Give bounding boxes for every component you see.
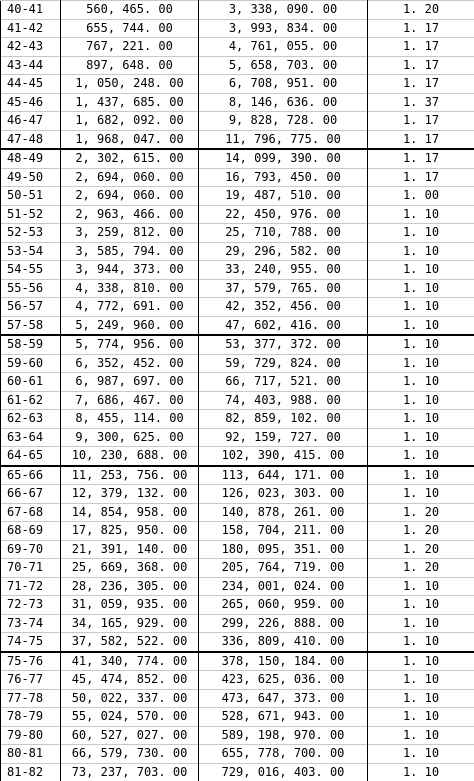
level-range-cell: 56-57 bbox=[1, 298, 61, 317]
level-value-cell: 5, 249, 960. 00 bbox=[61, 316, 199, 335]
ratio-cell: 1. 10 bbox=[368, 614, 474, 633]
table-row bbox=[1, 130, 474, 149]
level-value-cell: 1, 682, 092. 00 bbox=[61, 112, 199, 131]
cumulative-value-cell: 53, 377, 372. 00 bbox=[199, 335, 368, 354]
cumulative-value-cell: 113, 644, 171. 00 bbox=[199, 466, 368, 485]
level-value-cell: 2, 694, 060. 00 bbox=[61, 187, 199, 206]
table-row bbox=[1, 205, 474, 224]
level-value-cell: 560, 465. 00 bbox=[61, 1, 199, 20]
cumulative-value-cell: 205, 764, 719. 00 bbox=[199, 559, 368, 578]
table-row bbox=[1, 745, 474, 764]
level-value-cell: 6, 352, 452. 00 bbox=[61, 354, 199, 373]
level-range-cell: 44-45 bbox=[1, 75, 61, 94]
table-row bbox=[1, 689, 474, 708]
cumulative-value-cell: 102, 390, 415. 00 bbox=[199, 447, 368, 466]
ratio-cell: 1. 10 bbox=[368, 671, 474, 690]
level-value-cell: 9, 300, 625. 00 bbox=[61, 428, 199, 447]
table-row bbox=[1, 485, 474, 504]
level-value-cell: 767, 221. 00 bbox=[61, 38, 199, 57]
table-row bbox=[1, 279, 474, 298]
level-range-cell: 77-78 bbox=[1, 689, 61, 708]
table-row bbox=[1, 596, 474, 615]
cumulative-value-cell: 180, 095, 351. 00 bbox=[199, 540, 368, 559]
ratio-cell: 1. 20 bbox=[368, 503, 474, 522]
cumulative-value-cell: 16, 793, 450. 00 bbox=[199, 168, 368, 187]
cumulative-value-cell: 74, 403, 988. 00 bbox=[199, 391, 368, 410]
level-range-cell: 41-42 bbox=[1, 19, 61, 38]
ratio-cell: 1. 10 bbox=[368, 577, 474, 596]
level-range-cell: 71-72 bbox=[1, 577, 61, 596]
ratio-cell: 1. 17 bbox=[368, 168, 474, 187]
level-range-cell: 67-68 bbox=[1, 503, 61, 522]
table-row bbox=[1, 577, 474, 596]
level-value-cell: 41, 340, 774. 00 bbox=[61, 652, 199, 671]
level-range-cell: 40-41 bbox=[1, 1, 61, 20]
ratio-cell: 1. 10 bbox=[368, 689, 474, 708]
cumulative-value-cell: 25, 710, 788. 00 bbox=[199, 224, 368, 243]
cumulative-value-cell: 29, 296, 582. 00 bbox=[199, 242, 368, 261]
level-range-cell: 58-59 bbox=[1, 335, 61, 354]
cumulative-value-cell: 126, 023, 303. 00 bbox=[199, 485, 368, 504]
cumulative-value-cell: 299, 226, 888. 00 bbox=[199, 614, 368, 633]
ratio-cell: 1. 10 bbox=[368, 205, 474, 224]
level-value-cell: 17, 825, 950. 00 bbox=[61, 522, 199, 541]
ratio-cell: 1. 10 bbox=[368, 633, 474, 652]
ratio-cell: 1. 10 bbox=[368, 335, 474, 354]
level-range-cell: 70-71 bbox=[1, 559, 61, 578]
table-row bbox=[1, 540, 474, 559]
table-row bbox=[1, 522, 474, 541]
table-row bbox=[1, 373, 474, 392]
ratio-cell: 1. 10 bbox=[368, 410, 474, 429]
ratio-cell: 1. 10 bbox=[368, 261, 474, 280]
cumulative-value-cell: 47, 602, 416. 00 bbox=[199, 316, 368, 335]
cumulative-value-cell: 9, 828, 728. 00 bbox=[199, 112, 368, 131]
cumulative-value-cell: 14, 099, 390. 00 bbox=[199, 149, 368, 168]
level-range-cell: 63-64 bbox=[1, 428, 61, 447]
cumulative-value-cell: 8, 146, 636. 00 bbox=[199, 93, 368, 112]
level-range-cell: 48-49 bbox=[1, 149, 61, 168]
ratio-cell: 1. 17 bbox=[368, 112, 474, 131]
table-row bbox=[1, 410, 474, 429]
level-range-cell: 79-80 bbox=[1, 726, 61, 745]
ratio-cell: 1. 10 bbox=[368, 596, 474, 615]
level-range-cell: 73-74 bbox=[1, 614, 61, 633]
table-row bbox=[1, 1, 474, 20]
level-value-cell: 655, 744. 00 bbox=[61, 19, 199, 38]
level-range-cell: 61-62 bbox=[1, 391, 61, 410]
table-row bbox=[1, 354, 474, 373]
level-value-cell: 4, 338, 810. 00 bbox=[61, 279, 199, 298]
level-value-cell: 897, 648. 00 bbox=[61, 56, 199, 75]
table-row bbox=[1, 671, 474, 690]
cumulative-value-cell: 473, 647, 373. 00 bbox=[199, 689, 368, 708]
level-value-cell: 45, 474, 852. 00 bbox=[61, 671, 199, 690]
cumulative-value-cell: 59, 729, 824. 00 bbox=[199, 354, 368, 373]
table-row bbox=[1, 447, 474, 466]
table-row bbox=[1, 149, 474, 168]
cumulative-value-cell: 336, 809, 410. 00 bbox=[199, 633, 368, 652]
level-range-cell: 65-66 bbox=[1, 466, 61, 485]
level-value-cell: 1, 437, 685. 00 bbox=[61, 93, 199, 112]
level-value-cell: 3, 944, 373. 00 bbox=[61, 261, 199, 280]
ratio-cell: 1. 10 bbox=[368, 485, 474, 504]
cumulative-value-cell: 33, 240, 955. 00 bbox=[199, 261, 368, 280]
table-row bbox=[1, 428, 474, 447]
ratio-cell: 1. 10 bbox=[368, 354, 474, 373]
table-row bbox=[1, 298, 474, 317]
ratio-cell: 1. 10 bbox=[368, 224, 474, 243]
level-range-cell: 43-44 bbox=[1, 56, 61, 75]
table-row bbox=[1, 38, 474, 57]
ratio-cell: 1. 17 bbox=[368, 149, 474, 168]
ratio-cell: 1. 20 bbox=[368, 522, 474, 541]
level-value-cell: 2, 963, 466. 00 bbox=[61, 205, 199, 224]
cumulative-value-cell: 528, 671, 943. 00 bbox=[199, 708, 368, 727]
level-range-cell: 78-79 bbox=[1, 708, 61, 727]
level-value-cell: 28, 236, 305. 00 bbox=[61, 577, 199, 596]
level-range-cell: 45-46 bbox=[1, 93, 61, 112]
cumulative-value-cell: 3, 993, 834. 00 bbox=[199, 19, 368, 38]
cumulative-value-cell: 6, 708, 951. 00 bbox=[199, 75, 368, 94]
level-range-cell: 53-54 bbox=[1, 242, 61, 261]
level-range-cell: 52-53 bbox=[1, 224, 61, 243]
ratio-cell: 1. 10 bbox=[368, 708, 474, 727]
level-value-cell: 1, 968, 047. 00 bbox=[61, 130, 199, 149]
level-range-cell: 51-52 bbox=[1, 205, 61, 224]
level-value-cell: 10, 230, 688. 00 bbox=[61, 447, 199, 466]
level-range-cell: 60-61 bbox=[1, 373, 61, 392]
level-range-cell: 81-82 bbox=[1, 763, 61, 781]
level-range-cell: 55-56 bbox=[1, 279, 61, 298]
cumulative-value-cell: 19, 487, 510. 00 bbox=[199, 187, 368, 206]
level-range-cell: 57-58 bbox=[1, 316, 61, 335]
level-range-cell: 75-76 bbox=[1, 652, 61, 671]
level-range-cell: 42-43 bbox=[1, 38, 61, 57]
ratio-cell: 1. 10 bbox=[368, 279, 474, 298]
table-row bbox=[1, 56, 474, 75]
table-row bbox=[1, 335, 474, 354]
level-range-cell: 62-63 bbox=[1, 410, 61, 429]
ratio-cell: 1. 10 bbox=[368, 298, 474, 317]
cumulative-value-cell: 378, 150, 184. 00 bbox=[199, 652, 368, 671]
table-row bbox=[1, 75, 474, 94]
table-row bbox=[1, 503, 474, 522]
level-range-cell: 66-67 bbox=[1, 485, 61, 504]
level-value-cell: 6, 987, 697. 00 bbox=[61, 373, 199, 392]
level-value-cell: 11, 253, 756. 00 bbox=[61, 466, 199, 485]
table-row bbox=[1, 763, 474, 781]
ratio-cell: 1. 17 bbox=[368, 38, 474, 57]
ratio-cell: 1. 17 bbox=[368, 19, 474, 38]
cumulative-value-cell: 423, 625, 036. 00 bbox=[199, 671, 368, 690]
table-row bbox=[1, 466, 474, 485]
level-value-cell: 25, 669, 368. 00 bbox=[61, 559, 199, 578]
table-row bbox=[1, 559, 474, 578]
table-row bbox=[1, 614, 474, 633]
ratio-cell: 1. 00 bbox=[368, 187, 474, 206]
ratio-cell: 1. 10 bbox=[368, 763, 474, 781]
level-range-cell: 80-81 bbox=[1, 745, 61, 764]
table-row bbox=[1, 708, 474, 727]
ratio-cell: 1. 10 bbox=[368, 745, 474, 764]
level-value-cell: 3, 259, 812. 00 bbox=[61, 224, 199, 243]
level-value-cell: 14, 854, 958. 00 bbox=[61, 503, 199, 522]
level-range-cell: 74-75 bbox=[1, 633, 61, 652]
level-value-cell: 21, 391, 140. 00 bbox=[61, 540, 199, 559]
table-row bbox=[1, 391, 474, 410]
cumulative-value-cell: 5, 658, 703. 00 bbox=[199, 56, 368, 75]
ratio-cell: 1. 37 bbox=[368, 93, 474, 112]
level-range-cell: 72-73 bbox=[1, 596, 61, 615]
table-row bbox=[1, 261, 474, 280]
level-value-cell: 73, 237, 703. 00 bbox=[61, 763, 199, 781]
ratio-cell: 1. 10 bbox=[368, 316, 474, 335]
level-range-cell: 49-50 bbox=[1, 168, 61, 187]
cumulative-value-cell: 729, 016, 403. 00 bbox=[199, 763, 368, 781]
cumulative-value-cell: 92, 159, 727. 00 bbox=[199, 428, 368, 447]
level-value-cell: 4, 772, 691. 00 bbox=[61, 298, 199, 317]
cumulative-value-cell: 158, 704, 211. 00 bbox=[199, 522, 368, 541]
level-range-cell: 46-47 bbox=[1, 112, 61, 131]
level-value-cell: 37, 582, 522. 00 bbox=[61, 633, 199, 652]
level-value-cell: 1, 050, 248. 00 bbox=[61, 75, 199, 94]
level-value-cell: 31, 059, 935. 00 bbox=[61, 596, 199, 615]
cumulative-value-cell: 655, 778, 700. 00 bbox=[199, 745, 368, 764]
level-range-cell: 50-51 bbox=[1, 187, 61, 206]
ratio-cell: 1. 10 bbox=[368, 447, 474, 466]
level-range-cell: 69-70 bbox=[1, 540, 61, 559]
cumulative-value-cell: 66, 717, 521. 00 bbox=[199, 373, 368, 392]
ratio-cell: 1. 10 bbox=[368, 391, 474, 410]
table-row bbox=[1, 224, 474, 243]
cumulative-value-cell: 82, 859, 102. 00 bbox=[199, 410, 368, 429]
cumulative-value-cell: 3, 338, 090. 00 bbox=[199, 1, 368, 20]
ratio-cell: 1. 17 bbox=[368, 75, 474, 94]
cumulative-value-cell: 4, 761, 055. 00 bbox=[199, 38, 368, 57]
level-value-cell: 55, 024, 570. 00 bbox=[61, 708, 199, 727]
level-range-cell: 54-55 bbox=[1, 261, 61, 280]
level-value-cell: 5, 774, 956. 00 bbox=[61, 335, 199, 354]
ratio-cell: 1. 17 bbox=[368, 56, 474, 75]
table-row bbox=[1, 168, 474, 187]
table-row bbox=[1, 242, 474, 261]
cumulative-value-cell: 22, 450, 976. 00 bbox=[199, 205, 368, 224]
cumulative-value-cell: 37, 579, 765. 00 bbox=[199, 279, 368, 298]
level-value-cell: 2, 694, 060. 00 bbox=[61, 168, 199, 187]
level-range-cell: 68-69 bbox=[1, 522, 61, 541]
table-row bbox=[1, 187, 474, 206]
level-range-cell: 64-65 bbox=[1, 447, 61, 466]
ratio-cell: 1. 20 bbox=[368, 540, 474, 559]
cumulative-value-cell: 265, 060, 959. 00 bbox=[199, 596, 368, 615]
level-value-cell: 7, 686, 467. 00 bbox=[61, 391, 199, 410]
level-value-cell: 2, 302, 615. 00 bbox=[61, 149, 199, 168]
cumulative-value-cell: 589, 198, 970. 00 bbox=[199, 726, 368, 745]
level-value-cell: 3, 585, 794. 00 bbox=[61, 242, 199, 261]
level-range-cell: 76-77 bbox=[1, 671, 61, 690]
level-value-cell: 12, 379, 132. 00 bbox=[61, 485, 199, 504]
level-value-cell: 34, 165, 929. 00 bbox=[61, 614, 199, 633]
table-row bbox=[1, 316, 474, 335]
ratio-cell: 1. 17 bbox=[368, 130, 474, 149]
ratio-cell: 1. 10 bbox=[368, 428, 474, 447]
cumulative-value-cell: 140, 878, 261. 00 bbox=[199, 503, 368, 522]
ratio-cell: 1. 20 bbox=[368, 559, 474, 578]
table-row bbox=[1, 652, 474, 671]
cumulative-value-cell: 42, 352, 456. 00 bbox=[199, 298, 368, 317]
level-value-cell: 50, 022, 337. 00 bbox=[61, 689, 199, 708]
ratio-cell: 1. 10 bbox=[368, 652, 474, 671]
ratio-cell: 1. 10 bbox=[368, 242, 474, 261]
level-value-cell: 60, 527, 027. 00 bbox=[61, 726, 199, 745]
table-row bbox=[1, 93, 474, 112]
ratio-cell: 1. 10 bbox=[368, 726, 474, 745]
ratio-cell: 1. 10 bbox=[368, 373, 474, 392]
ratio-cell: 1. 20 bbox=[368, 1, 474, 20]
cumulative-value-cell: 234, 001, 024. 00 bbox=[199, 577, 368, 596]
level-range-cell: 59-60 bbox=[1, 354, 61, 373]
table-row bbox=[1, 633, 474, 652]
level-value-cell: 66, 579, 730. 00 bbox=[61, 745, 199, 764]
ratio-cell: 1. 10 bbox=[368, 466, 474, 485]
cumulative-value-cell: 11, 796, 775. 00 bbox=[199, 130, 368, 149]
table-body bbox=[1, 1, 474, 781]
level-value-cell: 8, 455, 114. 00 bbox=[61, 410, 199, 429]
table-row bbox=[1, 112, 474, 131]
table-row bbox=[1, 19, 474, 38]
level-range-cell: 47-48 bbox=[1, 130, 61, 149]
